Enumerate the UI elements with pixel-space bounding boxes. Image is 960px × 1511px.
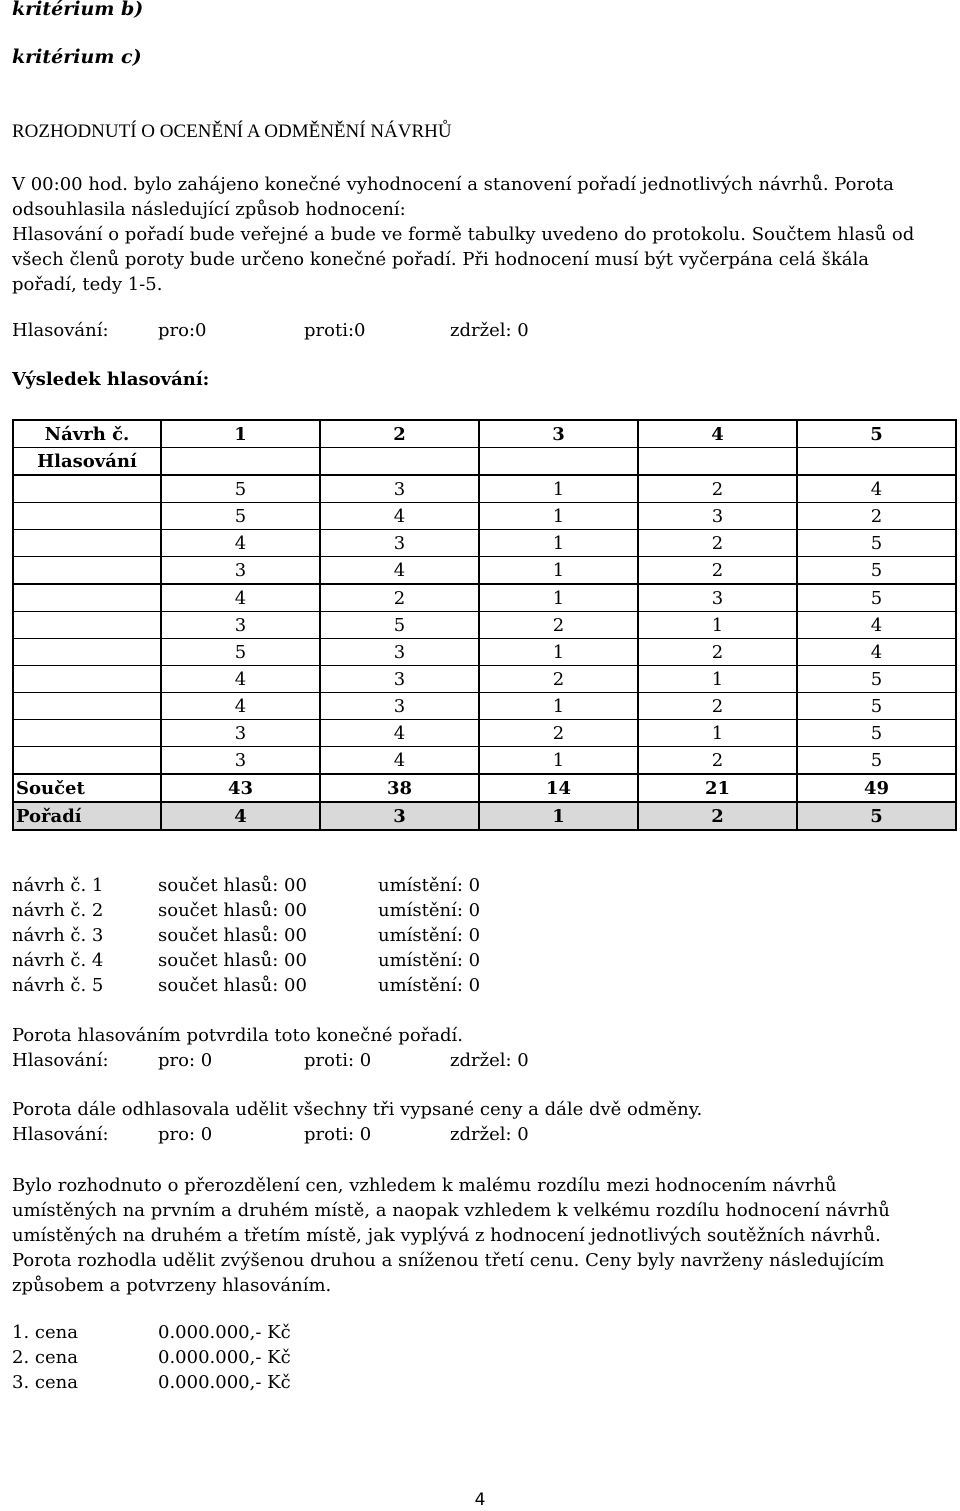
summary-navrh: návrh č. 3 xyxy=(12,925,104,946)
redistribution-line: Bylo rozhodnuto o přerozdělení cen, vzhledem k malému rozdílu mezi hodnocením návrhů xyxy=(12,1175,837,1196)
table-cell: 4 xyxy=(797,612,956,639)
table-cell: 2 xyxy=(638,693,797,720)
confirm-text: Porota hlasováním potvrdila toto konečné pořadí. xyxy=(12,1025,463,1046)
summary-navrh: návrh č. 4 xyxy=(12,950,104,971)
summary-navrh: návrh č. 5 xyxy=(12,975,104,996)
table-cell: 1 xyxy=(479,530,638,557)
table-cell: 4 xyxy=(161,693,320,720)
table-cell: 4 xyxy=(320,720,479,747)
table-cell: 1 xyxy=(479,802,638,830)
header2-label: Hlasování xyxy=(13,448,161,476)
table-cell: 3 xyxy=(320,802,479,830)
table-cell: 3 xyxy=(638,503,797,530)
intro-paragraph xyxy=(12,172,947,297)
row-label xyxy=(13,639,161,666)
criterion-c: kritérium c) xyxy=(12,46,142,68)
table-cell: 5 xyxy=(161,639,320,666)
table-row xyxy=(13,475,956,503)
redistribution-paragraph xyxy=(12,1173,947,1298)
row-label xyxy=(13,693,161,720)
table-cell: 5 xyxy=(320,612,479,639)
vote-proti: proti: 0 xyxy=(304,1050,372,1071)
vote-pro: pro: 0 xyxy=(158,1050,213,1071)
row-label xyxy=(13,612,161,639)
table-cell: 5 xyxy=(797,530,956,557)
table-cell: 1 xyxy=(479,639,638,666)
table-header-row xyxy=(13,420,956,448)
table-cell: 5 xyxy=(797,584,956,612)
table-cell: 1 xyxy=(479,693,638,720)
redistribution-line: umístěných na druhém a třetím místě, jak vyplývá z hodnocení jednotlivých soutěžních návrhů. xyxy=(12,1225,881,1246)
table-cell: 3 xyxy=(320,475,479,503)
vote-zdrzel: zdržel: 0 xyxy=(450,1124,529,1145)
table-row xyxy=(13,747,956,775)
vote-zdrzel: zdržel: 0 xyxy=(450,320,529,341)
vote-label: Hlasování: xyxy=(12,1050,109,1071)
prize-amount: 0.000.000,- Kč xyxy=(158,1322,291,1343)
row-label: Pořadí xyxy=(13,802,161,830)
prizes-text: Porota dále odhlasovala udělit všechny tři vypsané ceny a dále dvě odměny. xyxy=(12,1099,703,1120)
table-cell: 2 xyxy=(479,720,638,747)
table-cell: 5 xyxy=(797,693,956,720)
row-label xyxy=(13,503,161,530)
summary-umisteni: umístění: 0 xyxy=(378,925,481,946)
vote-proti: proti: 0 xyxy=(304,1124,372,1145)
summary-umisteni: umístění: 0 xyxy=(378,950,481,971)
summary-navrh: návrh č. 1 xyxy=(12,875,104,896)
table-cell: 4 xyxy=(161,802,320,830)
summary-umisteni: umístění: 0 xyxy=(378,975,481,996)
row-label: Součet xyxy=(13,774,161,802)
table-cell: 4 xyxy=(161,666,320,693)
column-header: 1 xyxy=(161,420,320,448)
table-cell: 3 xyxy=(320,693,479,720)
table-cell: 3 xyxy=(638,584,797,612)
table-cell: 5 xyxy=(797,802,956,830)
prize-amount: 0.000.000,- Kč xyxy=(158,1347,291,1368)
intro-line: všech členů poroty bude určeno konečné pořadí. Při hodnocení musí být vyčerpána celá škála xyxy=(12,249,870,270)
table-header-row-2 xyxy=(13,448,956,476)
intro-line: V 00:00 hod. bylo zahájeno konečné vyhodnocení a stanovení pořadí jednotlivých návrhů. Porota xyxy=(12,174,894,195)
table-cell: 2 xyxy=(638,530,797,557)
header-label: Návrh č. xyxy=(13,420,161,448)
summary-soucet: součet hlasů: 00 xyxy=(158,900,307,921)
table-row xyxy=(13,666,956,693)
table-row xyxy=(13,720,956,747)
table-cell: 2 xyxy=(638,639,797,666)
table-cell: 49 xyxy=(797,774,956,802)
intro-line: odsouhlasila následující způsob hodnocení: xyxy=(12,199,406,220)
table-cell: 1 xyxy=(638,720,797,747)
summary-navrh: návrh č. 2 xyxy=(12,900,104,921)
voting-table xyxy=(12,419,957,831)
table-cell: 43 xyxy=(161,774,320,802)
prize-name: 3. cena xyxy=(12,1372,78,1393)
table-cell: 5 xyxy=(797,557,956,585)
table-row xyxy=(13,503,956,530)
redistribution-line: umístěných na prvním a druhém místě, a naopak vzhledem k velkému rozdílu hodnocení návrhů xyxy=(12,1200,890,1221)
table-cell: 4 xyxy=(161,584,320,612)
intro-line: pořadí, tedy 1-5. xyxy=(12,274,163,295)
table-cell: 5 xyxy=(161,475,320,503)
table-cell: 1 xyxy=(479,503,638,530)
table-cell: 3 xyxy=(320,639,479,666)
table-cell: 3 xyxy=(320,530,479,557)
table-cell: 1 xyxy=(638,612,797,639)
table-cell: 1 xyxy=(479,475,638,503)
table-cell: 38 xyxy=(320,774,479,802)
table-cell: 3 xyxy=(161,612,320,639)
page-number: 4 xyxy=(474,1490,486,1510)
vote-pro: pro: 0 xyxy=(158,1124,213,1145)
column-header: 5 xyxy=(797,420,956,448)
prize-name: 1. cena xyxy=(12,1322,78,1343)
table-cell: 3 xyxy=(320,666,479,693)
table-cell: 2 xyxy=(797,503,956,530)
summary-soucet: součet hlasů: 00 xyxy=(158,950,307,971)
column-header: 4 xyxy=(638,420,797,448)
table-row xyxy=(13,612,956,639)
vote-label: Hlasování: xyxy=(12,1124,109,1145)
table-cell: 3 xyxy=(161,747,320,775)
table-row xyxy=(13,693,956,720)
table-cell: 1 xyxy=(479,557,638,585)
table-cell: 2 xyxy=(320,584,479,612)
criterion-b: kritérium b) xyxy=(12,0,144,20)
prize-name: 2. cena xyxy=(12,1347,78,1368)
sum-row xyxy=(13,774,956,802)
table-cell: 4 xyxy=(797,639,956,666)
table-cell: 2 xyxy=(638,747,797,775)
table-cell: 2 xyxy=(479,612,638,639)
table-cell: 5 xyxy=(161,503,320,530)
table-cell: 5 xyxy=(797,666,956,693)
vote-zdrzel: zdržel: 0 xyxy=(450,1050,529,1071)
summary-soucet: součet hlasů: 00 xyxy=(158,875,307,896)
table-row xyxy=(13,557,956,585)
table-cell: 4 xyxy=(320,747,479,775)
table-cell: 3 xyxy=(161,557,320,585)
redistribution-line: Porota rozhodla udělit zvýšenou druhou a sníženou třetí cenu. Ceny byly navrženy následujícím xyxy=(12,1250,885,1271)
row-label xyxy=(13,747,161,775)
table-cell: 2 xyxy=(638,802,797,830)
order-row xyxy=(13,802,956,830)
table-row xyxy=(13,584,956,612)
vote-label: Hlasování: xyxy=(12,320,109,341)
row-label xyxy=(13,584,161,612)
table-cell: 4 xyxy=(797,475,956,503)
row-label xyxy=(13,666,161,693)
table-cell: 2 xyxy=(638,475,797,503)
summary-soucet: součet hlasů: 00 xyxy=(158,975,307,996)
table-cell: 2 xyxy=(638,557,797,585)
summary-soucet: součet hlasů: 00 xyxy=(158,925,307,946)
table-cell: 5 xyxy=(797,720,956,747)
table-row xyxy=(13,639,956,666)
table-cell: 4 xyxy=(320,503,479,530)
table-cell: 4 xyxy=(320,557,479,585)
prize-amount: 0.000.000,- Kč xyxy=(158,1372,291,1393)
summary-umisteni: umístění: 0 xyxy=(378,875,481,896)
table-cell: 1 xyxy=(479,747,638,775)
summary-umisteni: umístění: 0 xyxy=(378,900,481,921)
result-title: Výsledek hlasování: xyxy=(12,369,210,390)
table-cell: 5 xyxy=(797,747,956,775)
section-title: ROZHODNUTÍ O OCENĚNÍ A ODMĚNĚNÍ NÁVRHŮ xyxy=(12,121,452,142)
table-row xyxy=(13,530,956,557)
table-cell: 2 xyxy=(479,666,638,693)
table-cell: 21 xyxy=(638,774,797,802)
redistribution-line: způsobem a potvrzeny hlasováním. xyxy=(12,1275,332,1296)
table-cell: 3 xyxy=(161,720,320,747)
column-header: 2 xyxy=(320,420,479,448)
intro-line: Hlasování o pořadí bude veřejné a bude ve formě tabulky uvedeno do protokolu. Součtem hlasů od xyxy=(12,224,915,245)
vote-pro: pro:0 xyxy=(158,320,207,341)
table-cell: 4 xyxy=(161,530,320,557)
row-label xyxy=(13,475,161,503)
table-cell: 1 xyxy=(479,584,638,612)
table-cell: 14 xyxy=(479,774,638,802)
table-cell: 1 xyxy=(638,666,797,693)
column-header: 3 xyxy=(479,420,638,448)
row-label xyxy=(13,530,161,557)
row-label xyxy=(13,557,161,585)
vote-proti: proti:0 xyxy=(304,320,366,341)
row-label xyxy=(13,720,161,747)
